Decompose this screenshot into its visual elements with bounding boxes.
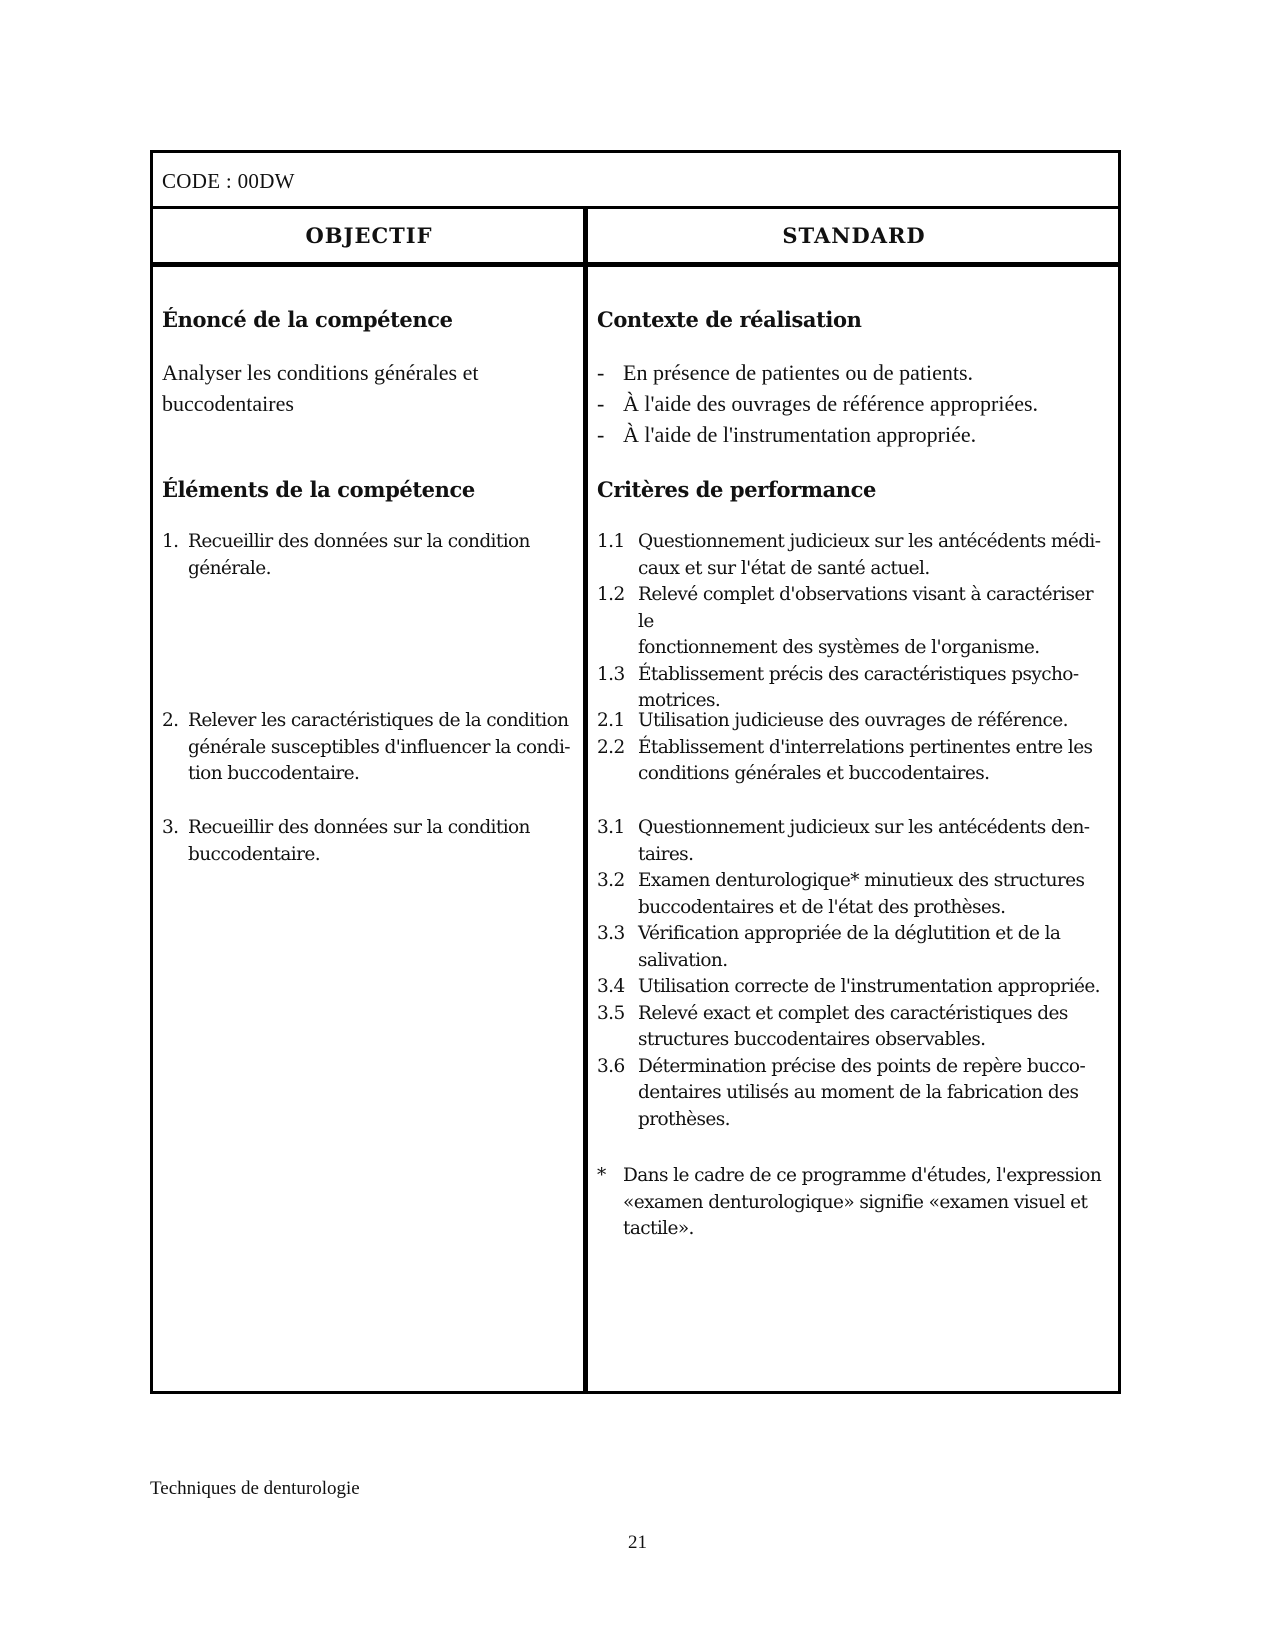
competency-table xyxy=(150,150,1121,1394)
contexte-item: - En présence de patientes ou de patients. xyxy=(597,360,974,385)
element-item-3: 3. Recueillir des données sur la condition buccodentaire. xyxy=(162,817,530,865)
enonce-title: Énoncé de la compétence xyxy=(162,307,453,332)
code-row xyxy=(153,153,1118,209)
header-row xyxy=(153,209,1118,267)
program-name: Techniques de denturologie xyxy=(150,1478,360,1499)
criteria-group-1: 1.1 Questionnement judicieux sur les antécédents médi- caux et sur l'état de santé actuel. 1.2 Relevé complet d'observations visant à caractériser le fonctionnement des systèmes de l'organisme. 1.3 Établissement précis des caractéristiques psycho- motrices. xyxy=(597,531,1101,711)
page-number: 21 xyxy=(628,1532,647,1553)
objectif-header: OBJECTIF xyxy=(305,223,433,248)
criteres-title: Critères de performance xyxy=(597,477,876,502)
criteria-group-2: 2.1 Utilisation judicieuse des ouvrages de référence. 2.2 Établissement d'interrelations pertinentes entre les conditions générales et buccodentaires. xyxy=(597,710,1093,784)
contexte-item: - À l'aide des ouvrages de référence appropriées. xyxy=(597,391,1039,416)
criteria-group-3: 3.1 Questionnement judicieux sur les antécédents den- taires. 3.2 Examen denturologique* minutieux des structures buccodentaires et de l'état des prothèses. 3.3 Vérification appropriée de la déglutition et de la salivation. 3.4 Utilisation correcte de l'instrumentation appropriée. 3.5 Relevé exact et complet des caractéristiques des structures buccodentaires observables. 3.6 Détermination précise des points de repère bucco- dentaires utilisés au moment de la fabrication des prothèses. xyxy=(597,817,1100,1130)
contexte-item: - À l'aide de l'instrumentation appropriée. xyxy=(597,422,977,447)
elements-title: Éléments de la compétence xyxy=(162,477,475,502)
element-item-1: 1. Recueillir des données sur la condition générale. xyxy=(162,531,530,579)
objectif-column xyxy=(162,267,580,1391)
standard-column xyxy=(597,267,1112,1391)
footnote: * Dans le cadre de ce programme d'études, l'expression «examen denturologique» signifie «examen visuel et tactile». xyxy=(597,1165,1102,1239)
column-divider xyxy=(583,209,588,1391)
element-item-2: 2. Relever les caractéristiques de la condition générale susceptibles d'influencer la condi- tion buccodentaire. xyxy=(162,710,570,784)
competency-code: CODE : 00DW xyxy=(162,169,295,193)
contexte-list xyxy=(597,357,1038,450)
standard-header: STANDARD xyxy=(782,223,926,248)
enonce-text: Analyser les conditions générales et buccodentaires xyxy=(162,360,479,416)
contexte-title: Contexte de réalisation xyxy=(597,307,862,332)
